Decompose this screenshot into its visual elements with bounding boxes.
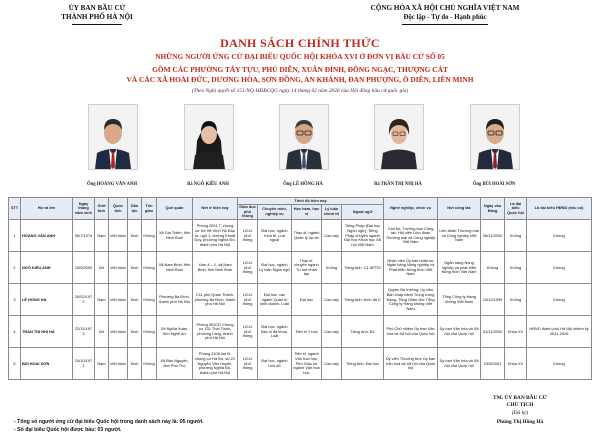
table-cell: Xã Bản Nguyên, tỉnh Phú Thọ xyxy=(157,348,193,380)
table-cell: Quyền Bộ trưởng; Ủy viên Ban chấp hành Trung ương Đảng; Tổng Giám đốc Tổng Công ty Hàng không Việt Nam xyxy=(384,284,438,316)
table-cell: Liên đoàn Thương mại và Công nghiệp Việt Nam xyxy=(438,220,481,252)
table-cell: LÊ HỒNG HÀ xyxy=(21,284,73,316)
candidate-photos xyxy=(0,104,600,196)
col-general-edu: Giáo dục phổ thông xyxy=(239,204,256,219)
table-cell: Ủy viên Thường trực Ủy ban Văn hóa và Xã hội của Quốc hội xyxy=(384,348,438,380)
table-cell: 23/5/2001 xyxy=(481,348,505,380)
table-cell: Cao cấp xyxy=(322,316,342,348)
table-cell: Đại học xyxy=(292,284,322,316)
table-cell: Phòng 901CD Chung cư 131 Thái Thịnh, phường Láng, thành phố Hà Nội xyxy=(193,316,238,348)
col-nationality: Quốc tịch xyxy=(109,198,128,220)
table-cell: 06/7/1974 xyxy=(73,220,95,252)
table-cell: Khóa XV xyxy=(505,316,527,348)
table-cell: Đại học, ngành Lịch sử xyxy=(258,348,292,380)
subtitle-line-3: VÀ CÁC XÃ HOÀI ĐỨC, DƯƠNG HÒA, SƠN ĐỒNG, AN KHÁNH, ĐAN PHƯỢNG, Ô DIÊN, LIÊN MINH xyxy=(126,75,474,84)
table-cell: Nữ xyxy=(95,252,109,284)
resolution-note: (Theo Nghị quyết số 151/NQ-HĐBCQG ngày 14 tháng 02 năm 2026 của Hội đồng bầu cử quốc gia) xyxy=(191,88,409,94)
table-cell: Không xyxy=(505,284,527,316)
national-name: CỘNG HÒA XÃ HỘI CHỦ NGHĨA VIỆT NAM xyxy=(370,4,520,12)
table-cell: Tiếng Anh: C1 APTIS xyxy=(342,252,384,284)
table-cell: 06/11/2002 xyxy=(481,220,505,252)
signature-block xyxy=(450,395,590,427)
table-cell: Ủy ban Văn hóa và Xã hội của Quốc hội xyxy=(438,316,481,348)
table-row xyxy=(9,316,592,348)
table-cell: Phòng 2106 tòa B, chung cư Hà Đô, số 21 Nguyễn Văn Huyên, phường Nghĩa Đô, thành phố Hà Nội xyxy=(193,348,238,380)
table-cell: Không xyxy=(505,252,527,284)
table-cell: Tiếng Pháp (Đại học Ngôn ngữ), Tiếng Pháp chuyên ngành Đại học Khoa học Xã hội Việt Nam xyxy=(342,220,384,252)
table-cell: Không xyxy=(481,252,505,284)
seats-note: - Số đại biểu Quốc hội được bầu: 03 người. xyxy=(14,427,122,433)
table-cell: Kinh xyxy=(128,252,142,284)
table-cell: Kinh xyxy=(128,284,142,316)
table-cell: Phó Chủ nhiệm Ủy ban Văn hóa và Xã hội của Quốc hội xyxy=(384,316,438,348)
table-cell: Tổng Công ty Hàng không Việt Nam xyxy=(438,284,481,316)
photo-caption-5: Ông BÙI HOÀI SƠN xyxy=(472,182,516,187)
table-row xyxy=(9,348,592,380)
summary-notes xyxy=(14,418,204,434)
photo-caption-3: Ông LÊ HỒNG HÀ xyxy=(283,182,323,187)
col-na-delegate: Là đại biểu Quốc hội xyxy=(505,198,527,220)
table-cell: Nhân viên Ủy ban nhân sự Ngân hàng Nông nghiệp và Phát triển Nông thôn Việt Nam xyxy=(384,252,438,284)
table-cell: Xã Gia Thiên, tỉnh Ninh Bình xyxy=(157,220,193,252)
table-cell: Tiếng Anh: Đại học xyxy=(342,348,384,380)
table-cell: Tiếng Anh: trình độ C xyxy=(342,284,384,316)
table-cell: 5 xyxy=(9,348,21,380)
col-name: Họ và tên xyxy=(21,198,73,220)
col-political: Lý luận chính trị xyxy=(322,204,342,220)
candidate-photo-2 xyxy=(184,104,234,170)
table-cell: 20/02/1972 xyxy=(73,284,95,316)
table-cell: Việt Nam xyxy=(109,220,128,252)
table-cell: HĐND thành phố Hà Nội nhiệm kỳ 2021-2026 xyxy=(527,316,592,348)
col-hometown: Quê quán xyxy=(157,198,193,220)
table-cell: Cao cấp xyxy=(322,348,342,380)
motto-underline xyxy=(402,24,488,25)
table-cell: HOÀNG VĂN ANH xyxy=(21,220,73,252)
authority-line-1: ỦY BAN BẦU CỬ xyxy=(68,4,126,12)
table-cell: 12/12 phổ thông xyxy=(238,316,258,348)
table-cell: 12/12 phổ thông xyxy=(238,220,258,252)
table-cell: NGÔ KIỀU ANH xyxy=(21,252,73,284)
signature-title: CHỦ TỊCH xyxy=(506,402,534,409)
national-motto: Độc lập - Tự do - Hạnh phúc xyxy=(403,14,487,21)
photo-caption-1: Ông HOÀNG VĂN ANH xyxy=(86,182,138,187)
table-cell: Việt Nam xyxy=(109,284,128,316)
subtitle-line-2: GỒM CÁC PHƯỜNG TÂY TỰU, PHÚ DIỄN, XUÂN ĐỈNH, ĐÔNG NGẠC, THƯỢNG CÁT xyxy=(152,65,448,74)
table-cell: Khóa XV xyxy=(505,348,527,380)
candidate-table-body xyxy=(9,220,592,380)
table-cell: Phường Ba Đình, thành phố Hà Nội xyxy=(157,284,193,316)
table-cell: Không xyxy=(142,284,157,316)
table-cell: Nam xyxy=(95,284,109,316)
table-cell: Không xyxy=(527,348,592,380)
total-candidates-note: - Tổng số người ứng cử đại biểu Quốc hội trong danh sách này là: 05 người. xyxy=(14,419,204,425)
table-cell: Cao cấp xyxy=(322,284,342,316)
table-cell: TRẦN THỊ NHỊ HÀ xyxy=(21,316,73,348)
col-group-education: Trình độ hiện nay xyxy=(238,198,384,205)
table-cell: Không xyxy=(322,252,342,284)
table-cell: BÙI HOÀI SƠN xyxy=(21,348,73,380)
table-cell: 12/12 phổ thông xyxy=(238,348,258,380)
table-cell: 12/12 phổ thông xyxy=(238,252,258,284)
table-cell: 12/12 phổ thông xyxy=(238,284,258,316)
authority-underline xyxy=(72,24,122,25)
table-cell: Xã Nghĩa Xuân, tỉnh Nghệ An xyxy=(157,316,193,348)
candidate-photo-3 xyxy=(279,104,329,170)
table-cell: Đại học, ngành Lý luận Ngôn ngữ xyxy=(258,252,292,284)
document-title: DANH SÁCH CHÍNH THỨC xyxy=(220,36,380,50)
table-cell: Ngân hàng Nông nghiệp và phát triển Nông thôn Việt Nam xyxy=(438,252,481,284)
table-cell: 14/12/1999 xyxy=(481,284,505,316)
table-cell: Không xyxy=(527,284,592,316)
table-cell: Đại học, ngành Bác sĩ đa khoa, Luật xyxy=(258,316,292,348)
col-dob: Ngày tháng năm sinh xyxy=(73,198,95,220)
table-cell: Thạc sĩ, ngành Quản lý dự án xyxy=(292,220,322,252)
col-party-date: Ngày vào Đảng xyxy=(481,198,505,220)
table-cell: Kinh xyxy=(128,348,142,380)
table-cell: Phòng 2001 T, chung cư Kế Hệ Vĩnh Hà Đầu tư, ngõ 1, đường Khuất Duy, phường Nghĩa Đô, thành phố Hà Nội xyxy=(193,220,238,252)
table-cell: Tiến sĩ Y học xyxy=(292,316,322,348)
col-council-delegate: Là đại biểu HĐND (nếu có) xyxy=(527,198,592,220)
issuing-authority xyxy=(22,4,172,22)
table-cell: Cán bộ, Trưởng ban Công tác, Hội viên Liên đoàn Thương mại và Công nghiệp Việt Nam xyxy=(384,220,438,252)
table-cell: 22/11/1973 xyxy=(73,316,95,348)
table-cell: 4 xyxy=(9,316,21,348)
candidate-photo-5 xyxy=(470,104,520,170)
table-cell: Ủy ban Văn hóa và Xã hội của Quốc hội xyxy=(438,348,481,380)
table-cell: Kinh xyxy=(128,316,142,348)
table-cell: Thạc sĩ, chuyên ngành Trí tuệ nhân tạo xyxy=(292,252,322,284)
col-language: Ngoại ngữ xyxy=(342,204,384,220)
table-cell: Tiếng Anh: B1 xyxy=(342,316,384,348)
national-header xyxy=(318,4,572,22)
table-cell: Không xyxy=(142,316,157,348)
candidate-photo-1 xyxy=(88,104,138,170)
candidate-table xyxy=(8,197,592,380)
photo-caption-4: Bà TRẦN THỊ NHỊ HÀ xyxy=(374,182,422,187)
signer-name: Phùng Thị Hồng Hà xyxy=(496,419,544,426)
col-residence: Nơi ở hiện nay xyxy=(193,198,238,220)
table-cell: Kinh xyxy=(128,220,142,252)
table-cell: 1 xyxy=(9,220,21,252)
table-cell: 01/11/2002 xyxy=(481,316,505,348)
table-cell: Không xyxy=(527,252,592,284)
table-cell: Xã Nam Bình, tỉnh Ninh Bình xyxy=(157,252,193,284)
col-degree: Học hàm, học vị xyxy=(292,204,322,220)
signature-org: TM. ỦY BAN BẦU CỬ xyxy=(493,395,547,401)
col-ethnicity: Dân tộc xyxy=(128,198,142,220)
candidate-photo-4 xyxy=(374,104,424,170)
table-cell: Cao cấp xyxy=(322,220,342,252)
table-cell: Việt Nam xyxy=(109,252,128,284)
table-cell: Không xyxy=(527,220,592,252)
subtitle-line-1: NHỮNG NGƯỜI ỨNG CỬ ĐẠI BIỂU QUỐC HỘI KHÓA XVI Ở ĐƠN VỊ BẦU CỬ SỐ 05 xyxy=(155,52,445,61)
table-row xyxy=(9,220,592,252)
col-occupation: Nghề nghiệp, chức vụ xyxy=(384,198,438,220)
table-cell: Không xyxy=(505,220,527,252)
table-cell: 24/10/1971 xyxy=(73,348,95,380)
table-cell: 3 xyxy=(9,284,21,316)
photo-caption-2: Bà NGÔ KIỀU ANH xyxy=(187,182,229,187)
table-cell: 2 xyxy=(9,252,21,284)
table-cell: 15/9/2000 xyxy=(73,252,95,284)
table-cell: Việt Nam xyxy=(109,348,128,380)
table-cell: Nam xyxy=(95,220,109,252)
table-cell: Đại học, các ngành Quản trị kinh doanh, Luật xyxy=(258,284,292,316)
table-cell: Việt Nam xyxy=(109,316,128,348)
table-cell: Tiến sĩ, ngành Văn hóa học, Phó Giáo sư ngành Văn hóa học xyxy=(292,348,322,380)
table-cell: C11 phố Quán Thánh, phường Ba Đình, thành phố Hà Nội xyxy=(193,284,238,316)
col-religion: Tôn giáo xyxy=(142,198,157,220)
table-cell: Nữ xyxy=(95,316,109,348)
table-cell: Không xyxy=(142,220,157,252)
col-workplace: Nơi công tác xyxy=(438,198,481,220)
col-gender: Giới tính xyxy=(95,198,109,220)
table-cell: Xóm 4 – 1, xã Nam Bình, tỉnh Ninh Bình xyxy=(193,252,238,284)
col-stt: STT xyxy=(9,198,21,220)
table-row xyxy=(9,284,592,316)
col-professional: Chuyên môn, nghiệp vụ xyxy=(258,204,292,220)
table-cell: Nam xyxy=(95,348,109,380)
signature-status: (Đã ký) xyxy=(511,409,529,416)
table-cell: Không xyxy=(142,348,157,380)
table-cell: Đại học, ngành Kinh tế, Lúa ngoại xyxy=(258,220,292,252)
table-cell: Không xyxy=(142,252,157,284)
table-row xyxy=(9,252,592,284)
authority-line-2: THÀNH PHỐ HÀ NỘI xyxy=(61,13,133,21)
